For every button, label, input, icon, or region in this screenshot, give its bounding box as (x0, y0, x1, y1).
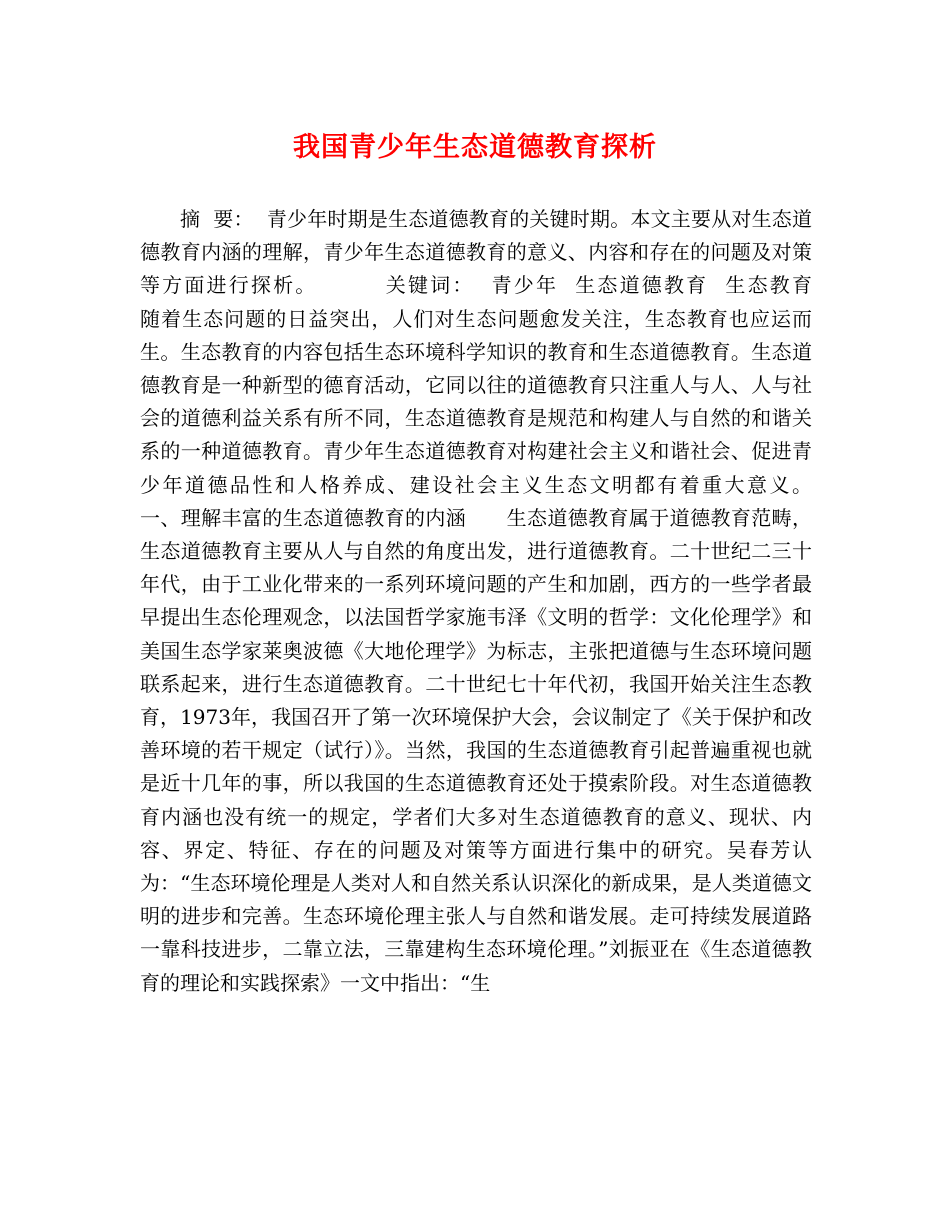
document-body-text: 摘 要： 青少年时期是生态道德教育的关键时期。本文主要从对生态道德教育内涵的理解，青少年生态道德教育的意义、内容和存在的问题及对策等方面进行探析。 关键词： 青少年 生态道德教育 生态教育 随着生态问题的日益突出，人们对生态问题愈发关注，生态教育也应运而生。生态教育的内容包括生态环境科学知识的教育和生态道德教育。生态道德教育是一种新型的德育活动，它同以往的道德教育只注重人与人、人与社会的道德利益关系有所不同，生态道德教育是规范和构建人与自然的和谐关系的一种道德教育。青少年生态道德教育对构建社会主义和谐社会、促进青少年道德品性和人格养成、建设社会主义生态文明都有着重大意义。 一、理解丰富的生态道德教育的内涵 生态道德教育属于道德教育范畴，生态道德教育主要从人与自然的角度出发，进行道德教育。二十世纪二三十年代，由于工业化带来的一系列环境问题的产生和加剧，西方的一些学者最早提出生态伦理观念，以法国哲学家施韦泽《文明的哲学：文化伦理学》和美国生态学家莱奥波德《大地伦理学》为标志，主张把道德与生态环境问题联系起来，进行生态道德教育。二十世纪七十年代初，我国开始关注生态教育，1973年，我国召开了第一次环境保护大会，会议制定了《关于保护和改善环境的若干规定（试行）》。当然，我国的生态道德教育引起普遍重视也就是近十几年的事，所以我国的生态道德教育还处于摸索阶段。对生态道德教育内涵也没有统一的规定，学者们大多对生态道德教育的意义、现状、内容、界定、特征、存在的问题及对策等方面进行集中的研究。吴春芳认为：“生态环境伦理是人类对人和自然关系认识深化的新成果，是人类道德文明的进步和完善。生态环境伦理主张人与自然和谐发展。走可持续发展道路一靠科技进步，二靠立法，三靠建构生态环境伦理。”刘振亚在《生态道德教育的理论和实践探索》一文中指出：“生 (140, 207, 876, 995)
document-title: 我国青少年生态道德教育探析 (293, 132, 657, 163)
